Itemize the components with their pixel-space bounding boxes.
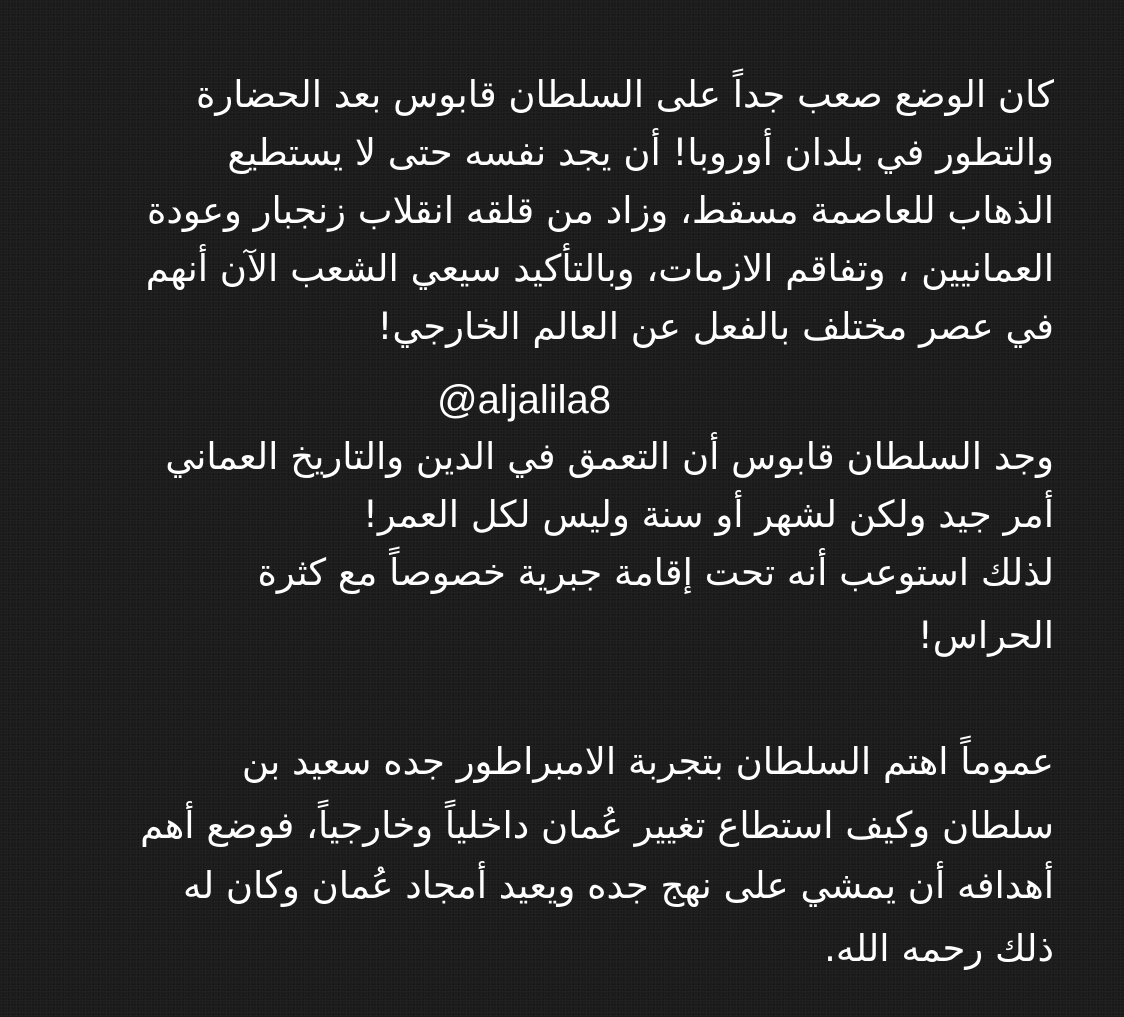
text-line: أهدافه أن يمشي على نهج جده ويعيد أمجاد عُمان وكان له: [183, 864, 1054, 907]
text-line: العمانيين ، وتفاقم الازمات، وبالتأكيد سيعي الشعب الآن أنهم: [145, 247, 1054, 290]
text-line: الذهاب للعاصمة مسقط، وزاد من قلقه انقلاب زنجبار وعودة: [146, 189, 1054, 232]
text-line: لذلك استوعب أنه تحت إقامة جبرية خصوصاً مع كثرة: [257, 551, 1054, 594]
text-line: وجد السلطان قابوس أن التعمق في الدين والتاريخ العماني: [165, 435, 1054, 478]
text-line: في عصر مختلف بالفعل عن العالم الخارجي!: [377, 305, 1054, 348]
text-line: عموماً اهتم السلطان بتجربة الامبراطور جده سعيد بن: [241, 740, 1054, 783]
author-handle-watermark: @aljalila8: [437, 378, 612, 422]
text-line: كان الوضع صعب جداً على السلطان قابوس بعد الحضارة: [195, 73, 1054, 116]
text-line: أمر جيد ولكن لشهر أو سنة وليس لكل العمر!: [363, 493, 1054, 536]
text-line: والتطور في بلدان أوروبا! أن يجد نفسه حتى لا يستطيع: [227, 131, 1054, 174]
text-line: الحراس!: [917, 614, 1054, 657]
text-line: ذلك رحمه الله.: [824, 927, 1054, 970]
text-line: سلطان وكيف استطاع تغيير عُمان داخلياً وخارجياً، فوضع أهم: [140, 804, 1054, 847]
